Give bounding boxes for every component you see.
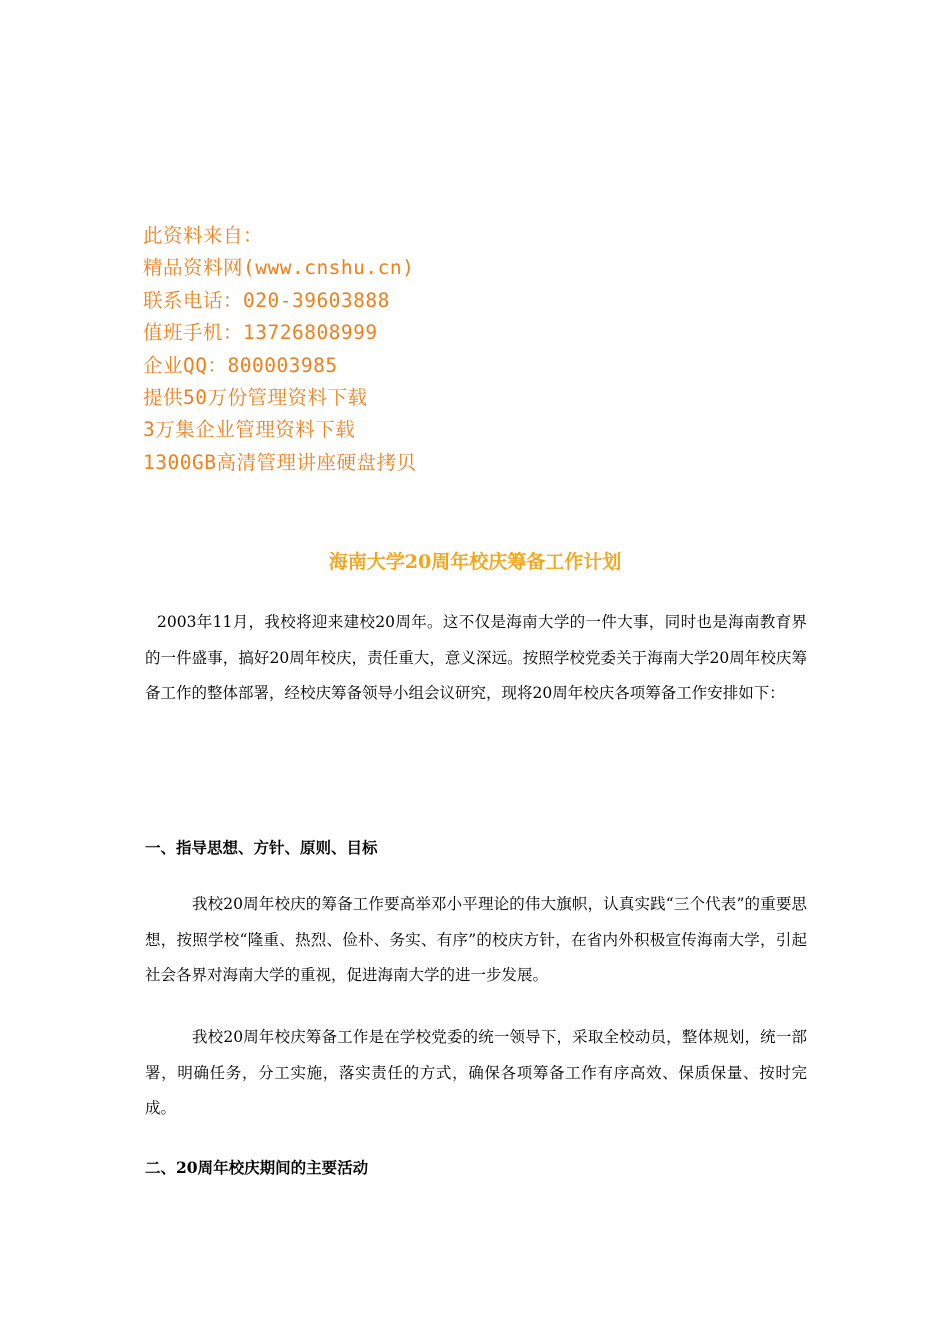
source-line-qq: 企业QQ：800003985 [143, 353, 338, 377]
intro-paragraph: 2003年11月，我校将迎来建校20周年。这不仅是海南大学的一件大事，同时也是海南教育界的一件盛事，搞好20周年校庆，责任重大，意义深远。按照学校党委关于海南大学20周年校庆筹备工作的整体部署，经校庆筹备领导小组会议研究，现将20周年校庆各项筹备工作安排如下： [145, 613, 807, 702]
source-line-offer-3: 1300GB高清管理讲座硬盘拷贝 [143, 450, 417, 474]
source-line-website: 精品资料网(www.cnshu.cn) [143, 256, 415, 280]
source-line-offer-1: 提供50万份管理资料下载 [143, 385, 368, 409]
source-line-mobile: 值班手机：13726808999 [143, 321, 378, 345]
section-2-heading: 二、20周年校庆期间的主要活动 [145, 1158, 369, 1177]
source-line-offer-2: 3万集企业管理资料下载 [143, 418, 356, 442]
source-line-phone: 联系电话：020-39603888 [143, 288, 390, 312]
section-1-heading: 一、指导思想、方针、原则、目标 [145, 838, 378, 857]
document-title: 海南大学20周年校庆筹备工作计划 [328, 551, 622, 573]
section-1-paragraph-2: 我校20周年校庆筹备工作是在学校党委的统一领导下，采取全校动员，整体规划，统一部署，明确任务，分工实施，落实责任的方式，确保各项筹备工作有序高效、保质保量、按时完成。 [145, 1028, 807, 1117]
source-info-block [143, 220, 743, 479]
section-1-paragraph-1: 我校20周年校庆的筹备工作要高举邓小平理论的伟大旗帜，认真实践“三个代表”的重要思想，按照学校“隆重、热烈、俭朴、务实、有序”的校庆方针，在省内外积极宣传海南大学，引起社会各界对海南大学的重视，促进海南大学的进一步发展。 [145, 895, 807, 984]
source-line-intro: 此资料来自： [143, 224, 264, 247]
